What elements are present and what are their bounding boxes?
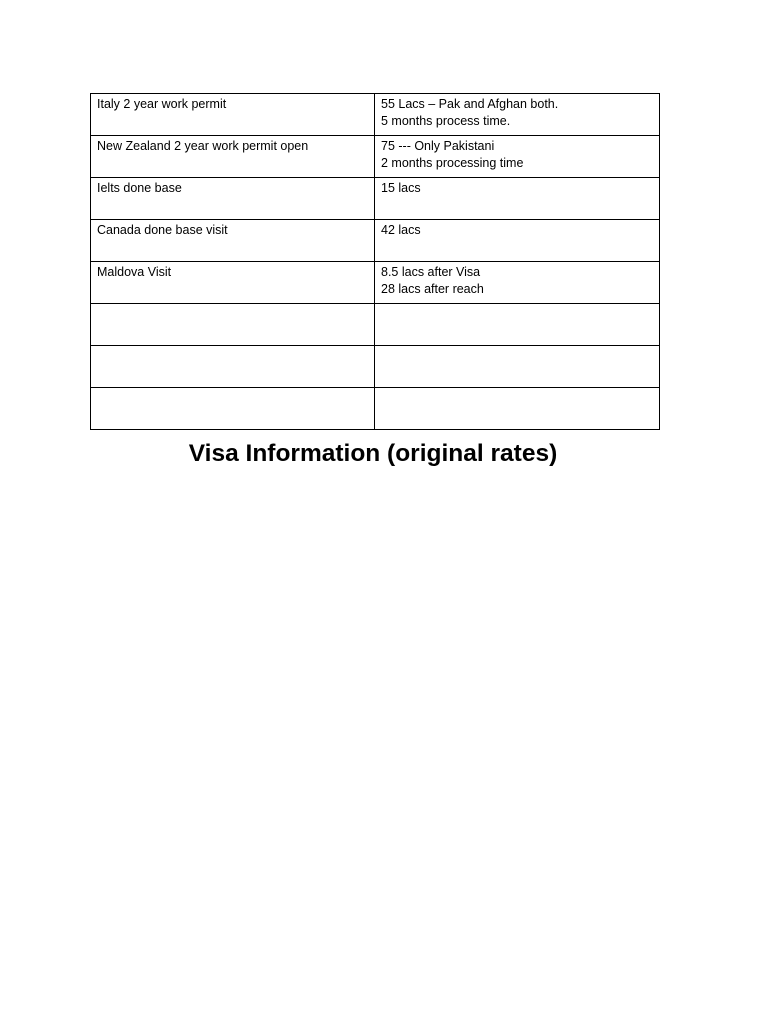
table-row <box>91 136 660 178</box>
visa-rates-table <box>90 93 660 430</box>
service-text: Canada done base visit <box>97 223 228 237</box>
details-cell <box>375 178 660 220</box>
details-cell <box>375 220 660 262</box>
table-row <box>91 220 660 262</box>
details-cell <box>375 388 660 430</box>
details-cell <box>375 304 660 346</box>
service-cell <box>91 178 375 220</box>
details-line: 15 lacs <box>381 181 421 195</box>
details-cell <box>375 346 660 388</box>
details-line: 42 lacs <box>381 223 421 237</box>
document-title: Visa Information (original rates) <box>188 440 558 467</box>
details-line: 75 --- Only Pakistani <box>381 139 495 153</box>
table-row <box>91 346 660 388</box>
details-cell <box>375 94 660 136</box>
details-cell <box>375 262 660 304</box>
service-cell <box>91 94 375 136</box>
details-line: 8.5 lacs after Visa <box>381 265 481 279</box>
service-cell <box>91 304 375 346</box>
service-text: New Zealand 2 year work permit open <box>97 139 309 153</box>
service-cell <box>91 388 375 430</box>
service-text: Italy 2 year work permit <box>97 97 227 111</box>
details-cell <box>375 136 660 178</box>
table-row <box>91 262 660 304</box>
service-cell <box>91 346 375 388</box>
details-line: 2 months processing time <box>381 156 524 170</box>
details-line: 55 Lacs – Pak and Afghan both. <box>381 97 559 111</box>
details-line: 5 months process time. <box>381 114 511 128</box>
table-row <box>91 94 660 136</box>
service-cell <box>91 262 375 304</box>
table-row <box>91 304 660 346</box>
details-line: 28 lacs after reach <box>381 282 484 296</box>
table-row <box>91 388 660 430</box>
service-cell <box>91 136 375 178</box>
service-text: Maldova Visit <box>97 265 172 279</box>
table-row <box>91 178 660 220</box>
service-text: Ielts done base <box>97 181 182 195</box>
service-cell <box>91 220 375 262</box>
